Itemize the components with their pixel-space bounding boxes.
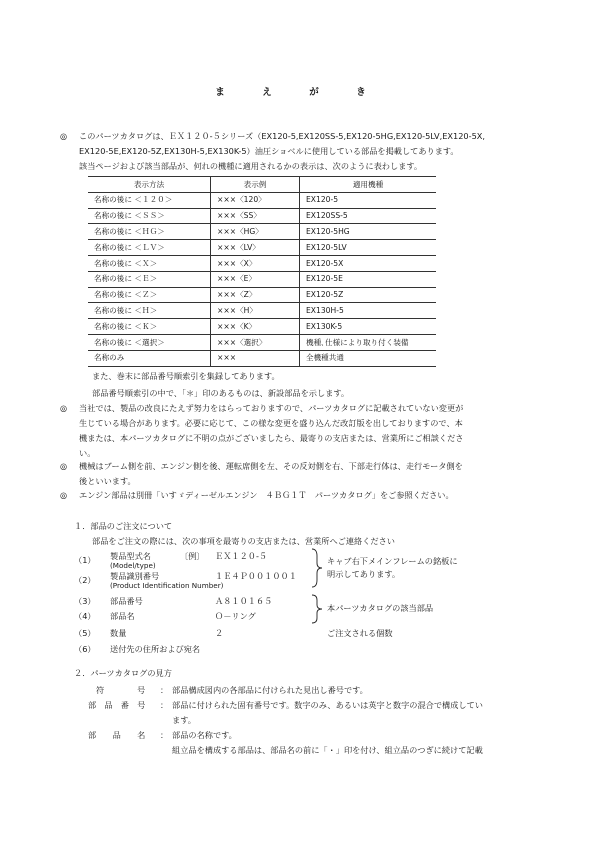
table-cell: ×××〈選択〉: [211, 334, 300, 350]
term: 部 品 名: [88, 730, 146, 740]
table-row: [88, 255, 436, 271]
definition-line: ます。: [172, 715, 196, 725]
table-cell: EX130H-5: [300, 303, 437, 319]
part-note: 本パーツカタログの該当部品: [327, 603, 434, 613]
order-item-num: （4）: [74, 611, 96, 621]
section-lead: 部品をご注文の際には、次の事項を最寄りの支店または、営業所へご連絡ください: [92, 536, 395, 546]
table-row: [88, 287, 436, 303]
bullet-mark: ◎: [60, 403, 68, 413]
table-cell: ×××〈K〉: [211, 319, 300, 335]
table-cell: ×××: [211, 350, 300, 366]
table-cell: 名称のみ: [88, 350, 211, 366]
table-cell: EX120-5HG: [300, 224, 437, 240]
order-item-num: （2）: [74, 575, 96, 585]
table-cell: 名称の後に ＜ＳＳ＞: [88, 208, 211, 224]
table-cell: 名称の後に ＜ＬＶ＞: [88, 240, 211, 256]
bullet-mark: ◎: [60, 490, 68, 500]
order-item-value: １Ｅ４Ｐ００１００１: [215, 571, 297, 581]
table-cell: ×××〈SS〉: [211, 208, 300, 224]
table-cell: ×××〈Z〉: [211, 287, 300, 303]
order-item-value: ＥＸ１２０-５: [215, 551, 268, 561]
term-colon: ：: [160, 685, 169, 695]
table-cell: ×××〈H〉: [211, 303, 300, 319]
quantity-note: ご注文される個数: [327, 628, 393, 638]
order-item-label: 製品識別番号: [110, 571, 160, 581]
note-line: 当社では、製品の改良にたえず努力をはらっておりますので、パーツカタログに記載されていない変更が: [79, 403, 464, 413]
example-tag: 〔例〕: [180, 551, 205, 561]
table-row: [88, 319, 436, 335]
order-item-value: Ａ８１０１６５: [215, 596, 273, 606]
table-cell: 名称の後に ＜Ｅ＞: [88, 271, 211, 287]
order-item-value: ２: [215, 628, 224, 638]
applicability-table: [88, 176, 436, 367]
table-cell: 機種､仕様により取り付く装備: [300, 334, 437, 350]
note-line: 生じている場合があります。必要に応じて、この様な変更を盛り込んだ改訂版を出しておりますので、本: [79, 418, 463, 428]
bullet-mark: ◎: [60, 461, 68, 471]
nameplate-note: 明示してあります。: [327, 569, 401, 579]
intro-line-3: 該当ページおよび該当部品が、何れの機種に適用されるかの表示は、次のように表わします。: [79, 161, 423, 171]
table-cell: EX120-5Z: [300, 287, 437, 303]
table-cell: ×××〈HG〉: [211, 224, 300, 240]
order-item-sub: (Product Identification Number): [110, 581, 224, 590]
table-cell: 名称の後に ＜Ｚ＞: [88, 287, 211, 303]
brace-right: [310, 548, 324, 588]
table-header-cell: 表示例: [211, 177, 300, 193]
intro-line-1: このパーツカタログは、ＥＸ１２０-５シリーズ（EX120-5,EX120SS-5,EX120-5HG,EX120-5LV,EX120-5X,: [79, 131, 485, 141]
section-heading: １．部品のご注文について: [74, 521, 173, 531]
term: 符 号: [96, 685, 146, 695]
table-cell: EX120-5X: [300, 255, 437, 271]
definition-line: 組立品を構成する部品は、部品名の前に「・」印を付け、組立品のつぎに続けて記載: [172, 745, 483, 755]
note-line: 機械はブーム側を前、エンジン側を後、運転席側を左、その反対側を右、下部走行体は、走行モータ側を: [79, 461, 463, 471]
table-cell: ×××〈X〉: [211, 255, 300, 271]
section-heading: ２．パーツカタログの見方: [74, 668, 172, 678]
new-part-note: 部品番号順索引の中で、「＊」印のあるものは、新設部品を示します。: [92, 388, 350, 398]
table-row: [88, 240, 436, 256]
order-item-sub: (Model/type): [110, 561, 156, 570]
order-item-label: 製品型式名: [110, 551, 151, 561]
table-cell: 名称の後に ＜１２０＞: [88, 192, 211, 208]
order-item-value: Ｏ－リング: [215, 611, 256, 621]
page-title: ま え が き: [215, 87, 380, 98]
table-cell: 名称の後に ＜Ｋ＞: [88, 319, 211, 335]
term-colon: ：: [160, 730, 169, 740]
definition-line: 部品の名称です。: [172, 730, 237, 740]
table-header-cell: 適用機種: [300, 177, 437, 193]
note-line: 機または、本パーツカタログに不明の点がございましたら、最寄りの支店または、営業所にご相談くださ: [79, 433, 464, 443]
table-row: [88, 350, 436, 366]
table-cell: 名称の後に ＜Ｘ＞: [88, 255, 211, 271]
table-cell: ×××〈120〉: [211, 192, 300, 208]
index-note: また、巻末に部品番号順索引を集録してあります。: [92, 371, 280, 381]
table-row: [88, 192, 436, 208]
table-cell: 名称の後に ＜ＨＧ＞: [88, 224, 211, 240]
table-row: [88, 208, 436, 224]
table-cell: 名称の後に ＜選択＞: [88, 334, 211, 350]
order-item-label: 部品番号: [110, 596, 143, 606]
order-item-label: 数量: [110, 628, 127, 638]
definition-line: 部品に付けられた固有番号です。数字のみ、あるいは英字と数字の混合で構成してい: [172, 700, 483, 710]
table-row: [88, 303, 436, 319]
table-cell: EX120-5E: [300, 271, 437, 287]
definition-line: 部品構成図内の各部品に付けられた見出し番号です。: [172, 685, 368, 695]
note-line: い。: [79, 448, 96, 458]
note-line: エンジン部品は別冊「いすゞディーゼルエンジン ４ＢＧ１Ｔ パーツカタログ」をご参照ください。: [79, 490, 454, 500]
order-item-num: （6）: [74, 644, 96, 654]
table-row: [88, 334, 436, 350]
term-colon: ：: [160, 700, 169, 710]
table-cell: EX130K-5: [300, 319, 437, 335]
table-cell: EX120-5LV: [300, 240, 437, 256]
table-cell: 全機種共通: [300, 350, 437, 366]
table-header-row: [88, 177, 436, 193]
nameplate-note: キャブ右下メインフレームの銘板に: [327, 556, 458, 566]
table-cell: ×××〈E〉: [211, 271, 300, 287]
table-cell: EX120-5: [300, 192, 437, 208]
table-cell: ×××〈LV〉: [211, 240, 300, 256]
table-cell: 名称の後に ＜Ｈ＞: [88, 303, 211, 319]
table-row: [88, 224, 436, 240]
table-header-cell: 表示方法: [88, 177, 211, 193]
order-item-label: 送付先の住所および宛名: [110, 644, 201, 654]
term: 部 品 番 号: [88, 700, 146, 710]
bullet-mark: ◎: [60, 131, 68, 141]
table-row: [88, 271, 436, 287]
table-cell: EX120SS-5: [300, 208, 437, 224]
note-line: 後といいます。: [79, 476, 136, 486]
order-item-label: 部品名: [110, 611, 135, 621]
brace-right: [310, 594, 324, 624]
intro-line-2: EX120-5E,EX120-5Z,EX130H-5,EX130K-5）油圧ショベルに使用している部品を掲載してあります。: [79, 146, 459, 156]
order-item-num: （5）: [74, 628, 96, 638]
order-item-num: （1）: [74, 555, 96, 565]
order-item-num: （3）: [74, 596, 96, 606]
